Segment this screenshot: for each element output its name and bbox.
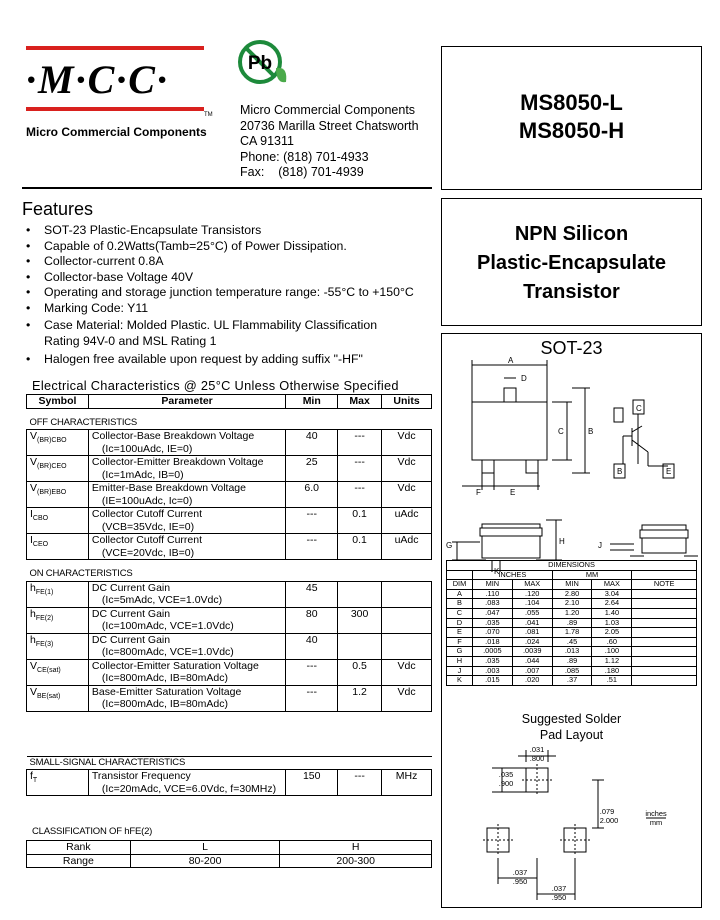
dim-label-b: B (588, 427, 594, 436)
row-min: 40 (286, 633, 338, 659)
row-parameter (88, 456, 285, 482)
unit-mm: mm (649, 818, 663, 827)
address-line: 20736 Marilla Street Chatsworth (240, 118, 419, 133)
dimension-cell (632, 676, 697, 686)
off-rows (27, 430, 432, 560)
fax-line: Fax: (818) 701-4939 (240, 165, 364, 179)
row-max: --- (338, 482, 382, 508)
row-min: 25 (286, 456, 338, 482)
package-title: SOT-23 (540, 338, 603, 358)
dimension-cell: .60 (592, 637, 632, 647)
row-units: MHz (382, 770, 432, 796)
range-l: 80-200 (130, 854, 280, 868)
pad-dim-in: .079 (599, 807, 615, 816)
pad-dim-in: .035 (498, 770, 514, 779)
logo-top-bar (26, 46, 204, 50)
row-units: Vdc (382, 685, 432, 711)
dim-label-g: G (446, 541, 453, 550)
parameter-name: Collector Cutoff Current (91, 534, 203, 546)
row-min: 150 (286, 770, 338, 796)
row-parameter (88, 482, 285, 508)
feature-item: • Marking Code: Y11 (22, 301, 436, 317)
parameter-condition: (Ic=1mAdc, IB=0) (101, 468, 184, 481)
dimension-cell: .0039 (512, 647, 552, 657)
feature-item: • Collector-base Voltage 40V (22, 270, 436, 286)
row-min: --- (286, 659, 338, 685)
table-header (27, 395, 432, 409)
electrical-table (26, 394, 432, 796)
spacer-row (27, 711, 432, 756)
dimension-cell: .085 (552, 666, 592, 676)
pad-dim-in: .031 (529, 745, 545, 754)
row-max: 0.1 (338, 534, 382, 560)
row-symbol: $h_{FE(1)}$ (27, 581, 89, 607)
solder-title-line: Pad Layout (539, 728, 604, 742)
dimension-rows (447, 589, 697, 685)
table-row (27, 430, 432, 456)
pad-dim-mm: .950 (512, 877, 528, 886)
row-parameter (88, 607, 285, 633)
feature-item: • Collector-current 0.8A (22, 254, 436, 270)
dimension-cell: .035 (472, 656, 512, 666)
dimension-cell: .013 (552, 647, 592, 657)
row-symbol: $h_{FE(3)}$ (27, 633, 89, 659)
dimension-cell: 1.78 (552, 628, 592, 638)
dimension-cell: B (447, 599, 473, 609)
feature-item: • Capable of 0.2Watts(Tamb=25°C) of Power Dissipation. (22, 239, 436, 255)
description-box (441, 198, 702, 326)
off-section-title: OFF CHARACTERISTICS (27, 408, 432, 430)
parameter-condition: (Ic=800mAdc, IB=80mAdc) (101, 672, 228, 684)
parameter-condition: (VCE=20Vdc, IB=0) (101, 546, 195, 559)
row-units: Vdc (382, 430, 432, 456)
parameter-condition: (Ic=800mAdc, IB=80mAdc) (101, 698, 228, 710)
part-number-h: MS8050-H (518, 118, 625, 143)
solder-title (442, 711, 701, 743)
classification-table (26, 840, 432, 868)
dimension-cell: 2.80 (552, 589, 592, 599)
dim-label-d: D (521, 374, 527, 383)
row-parameter (88, 659, 285, 685)
row-max: --- (338, 456, 382, 482)
table-row (27, 607, 432, 633)
row-min: 40 (286, 430, 338, 456)
parameter-condition: (Ic=100uAdc, IE=0) (101, 442, 193, 455)
table-row (27, 633, 432, 659)
parameter-name: Transistor Frequency (91, 770, 191, 782)
part-number-box (441, 46, 702, 190)
pin-label-c: C (636, 404, 642, 413)
dimension-cell: 1.40 (592, 608, 632, 618)
on-section-title: ON CHARACTERISTICS (27, 560, 432, 582)
dim-header: MIN (472, 580, 512, 590)
description-line: NPN Silicon (514, 223, 629, 245)
dimension-cell: A (447, 589, 473, 599)
company-tagline: Micro Commercial Components (26, 125, 207, 139)
dimension-cell (632, 656, 697, 666)
pin-label-e: E (666, 467, 672, 476)
dimension-cell: .018 (472, 637, 512, 647)
dimension-cell (632, 647, 697, 657)
header-min: Min (286, 395, 338, 409)
classification-title: CLASSIFICATION OF hFE(2) (32, 826, 153, 837)
row-parameter (88, 633, 285, 659)
solder-title-line: Suggested Solder (521, 712, 622, 726)
dimension-cell: C (447, 608, 473, 618)
dimension-cell (632, 608, 697, 618)
row-units (382, 633, 432, 659)
table-row (27, 456, 432, 482)
unit-inches: inches (645, 809, 667, 818)
row-symbol: $I_{CEO}$ (27, 534, 89, 560)
feature-item: • Operating and storage junction temperature range: -55°C to +150°C (22, 285, 436, 301)
row-min: 80 (286, 607, 338, 633)
company-address (240, 103, 419, 181)
on-rows (27, 581, 432, 711)
dimension-row (447, 647, 697, 657)
dimension-cell: .104 (512, 599, 552, 609)
feature-item: • Case Material: Molded Plastic. UL Flammability Classification Rating 94V-0 and MSL Rating 1 (22, 318, 436, 349)
dimension-row (447, 656, 697, 666)
dim-header: MAX (592, 580, 632, 590)
dimension-cell: K (447, 676, 473, 686)
parameter-condition: (Ic=800mAdc, VCE=1.0Vdc) (101, 646, 234, 658)
row-min: --- (286, 508, 338, 534)
row-min: --- (286, 534, 338, 560)
dimension-cell: 2.05 (592, 628, 632, 638)
header-units: Units (382, 395, 432, 409)
pb-icon-text: Pb (247, 53, 273, 74)
dimension-cell: .89 (552, 656, 592, 666)
table-row (27, 482, 432, 508)
dimension-cell: J (447, 666, 473, 676)
dimension-cell: 1.12 (592, 656, 632, 666)
row-units (382, 607, 432, 633)
features-list (22, 223, 436, 368)
parameter-name: DC Current Gain (91, 633, 171, 646)
dimension-cell: 1.20 (552, 608, 592, 618)
trademark: TM (204, 112, 213, 118)
dimension-cell (632, 628, 697, 638)
phone-line: Phone: (818) 701-4933 (240, 149, 369, 164)
dimension-cell (632, 637, 697, 647)
dimension-cell: .003 (472, 666, 512, 676)
pad-dim-in: .037 (551, 884, 567, 893)
parameter-name: Collector-Base Breakdown Voltage (91, 430, 255, 442)
row-symbol: $V_{BE(sat)}$ (27, 685, 89, 711)
pad-dim-mm: .800 (529, 754, 545, 763)
dimension-cell: F (447, 637, 473, 647)
dimension-cell: E (447, 628, 473, 638)
dimension-cell: 2.10 (552, 599, 592, 609)
row-max: --- (338, 770, 382, 796)
row-max: --- (338, 430, 382, 456)
dim-label-k: K (494, 567, 500, 576)
description-line: Plastic-Encapsulate (477, 252, 666, 274)
parameter-condition: (VCB=35Vdc, IE=0) (101, 520, 195, 533)
row-symbol: $V_{(BR)EBO}$ (27, 482, 89, 508)
row-units: uAdc (382, 508, 432, 534)
dimension-cell: .180 (592, 666, 632, 676)
row-max (338, 633, 382, 659)
address-line: CA 91311 (240, 134, 294, 148)
dimension-cell: .055 (512, 608, 552, 618)
dimension-cell: H (447, 656, 473, 666)
dimension-cell: .100 (592, 647, 632, 657)
dimension-cell: .070 (472, 628, 512, 638)
rank-h: H (280, 841, 432, 855)
dim-header: MAX (512, 580, 552, 590)
features-title: Features (22, 199, 94, 219)
dimension-cell: .015 (472, 676, 512, 686)
dimension-cell: .020 (512, 676, 552, 686)
dimension-cell: .041 (512, 618, 552, 628)
dim-label-j: J (598, 541, 602, 550)
row-units: Vdc (382, 482, 432, 508)
dimension-cell (632, 618, 697, 628)
table-row (27, 508, 432, 534)
solder-pad-drawing (442, 744, 701, 909)
address-line: Micro Commercial Components (240, 103, 416, 117)
dim-label-a: A (508, 356, 514, 365)
pin-label-b: B (617, 467, 623, 476)
feature-item: • SOT-23 Plastic-Encapsulate Transistors (22, 223, 436, 239)
row-symbol: $h_{FE(2)}$ (27, 607, 89, 633)
header-parameter: Parameter (88, 395, 285, 409)
dimension-cell: .035 (472, 618, 512, 628)
dimension-row (447, 676, 697, 686)
dimension-cell (632, 666, 697, 676)
mm-group: MM (552, 570, 632, 580)
dimension-cell: 2.64 (592, 599, 632, 609)
feature-item: • Halogen free available upon request by adding suffix "-HF" (22, 352, 436, 368)
dimension-cell: 3.04 (592, 589, 632, 599)
dimension-cell: D (447, 618, 473, 628)
dim-label-f: F (476, 488, 481, 497)
rank-label: Rank (27, 841, 131, 855)
row-min: 45 (286, 581, 338, 607)
dim-label-e: E (510, 488, 516, 497)
range-h: 200-300 (280, 854, 432, 868)
parameter-name: Collector-Emitter Saturation Voltage (91, 659, 259, 672)
header-rule (22, 187, 432, 189)
dimension-cell: .044 (512, 656, 552, 666)
inches-group: INCHES (472, 570, 552, 580)
dim-header: MIN (552, 580, 592, 590)
row-units: uAdc (382, 534, 432, 560)
pad-dim-in: .037 (512, 868, 528, 877)
package-box (441, 333, 702, 908)
parameter-name: Collector-Emitter Breakdown Voltage (91, 456, 264, 468)
parameter-name: Emitter-Base Breakdown Voltage (91, 482, 246, 494)
ss-rows (27, 770, 432, 796)
row-parameter (88, 534, 285, 560)
lead-free-icon (236, 38, 292, 88)
dimension-cell: .024 (512, 637, 552, 647)
dimension-cell: G (447, 647, 473, 657)
parameter-name: Base-Emitter Saturation Voltage (91, 685, 242, 698)
row-symbol: $V_{CE(sat)}$ (27, 659, 89, 685)
dim-label-c: C (558, 427, 564, 436)
part-number-l: MS8050-L (520, 90, 623, 115)
pad-dim-mm: .950 (551, 893, 567, 902)
dimension-cell: .37 (552, 676, 592, 686)
dimension-cell: .110 (472, 589, 512, 599)
description-line: Transistor (523, 281, 620, 303)
row-max: 1.2 (338, 685, 382, 711)
dimensions-title: DIMENSIONS (447, 561, 697, 571)
row-min: --- (286, 685, 338, 711)
table-row (27, 581, 432, 607)
row-parameter (88, 685, 285, 711)
mcc-logo: ·M·C·C· (26, 57, 169, 102)
row-parameter (88, 581, 285, 607)
pad-dim-mm: 2.000 (599, 816, 619, 825)
table-row (27, 534, 432, 560)
dimension-cell (632, 599, 697, 609)
logo-bottom-bar (26, 107, 204, 111)
table-row (27, 685, 432, 711)
table-row (27, 770, 432, 796)
row-parameter (88, 770, 285, 796)
row-parameter (88, 430, 285, 456)
dimension-cell: .120 (512, 589, 552, 599)
row-max (338, 581, 382, 607)
parameter-condition: (Ic=20mAdc, VCE=6.0Vdc, f=30MHz) (101, 782, 277, 795)
row-units: Vdc (382, 456, 432, 482)
dimension-cell: .89 (552, 618, 592, 628)
dimension-cell (632, 589, 697, 599)
row-symbol: $I_{CBO}$ (27, 508, 89, 534)
row-max: 0.1 (338, 508, 382, 534)
row-min: 6.0 (286, 482, 338, 508)
table-row (27, 659, 432, 685)
parameter-name: Collector Cutoff Current (91, 508, 203, 520)
dimension-cell: .51 (592, 676, 632, 686)
range-label: Range (27, 854, 131, 868)
dimension-cell: .081 (512, 628, 552, 638)
dimension-cell: .083 (472, 599, 512, 609)
dimension-row (447, 608, 697, 618)
dimensions-header (447, 580, 697, 590)
row-max: 300 (338, 607, 382, 633)
row-units: Vdc (382, 659, 432, 685)
parameter-name: DC Current Gain (91, 581, 171, 594)
dim-header: NOTE (632, 580, 697, 590)
electrical-title: Electrical Characteristics @ 25°C Unless Otherwise Specified (32, 378, 399, 393)
ss-section-title: SMALL-SIGNAL CHARACTERISTICS (27, 756, 432, 770)
parameter-condition: (Ic=100mAdc, VCE=1.0Vdc) (101, 620, 234, 632)
rank-l: L (130, 841, 280, 855)
row-symbol: $V_{(BR)CEO}$ (27, 456, 89, 482)
row-symbol: $f_T$ (27, 770, 89, 796)
dimension-cell: 1.03 (592, 618, 632, 628)
row-symbol: $V_{(BR)CBO}$ (27, 430, 89, 456)
parameter-condition: (Ic=5mAdc, VCE=1.0Vdc) (101, 594, 223, 606)
pad-dim-mm: .900 (498, 779, 514, 788)
row-parameter (88, 508, 285, 534)
parameter-condition: (IE=100uAdc, Ic=0) (101, 494, 193, 507)
dim-header: DIM (447, 580, 473, 590)
dimension-row (447, 628, 697, 638)
dimension-cell: .007 (512, 666, 552, 676)
parameter-name: DC Current Gain (91, 607, 171, 620)
dimension-cell: .45 (552, 637, 592, 647)
dimension-cell: .047 (472, 608, 512, 618)
header-symbol: Symbol (27, 395, 89, 409)
header-max: Max (338, 395, 382, 409)
dim-label-h: H (559, 537, 565, 546)
dimensions-table (446, 560, 697, 686)
dimension-cell: .0005 (472, 647, 512, 657)
row-units (382, 581, 432, 607)
row-max: 0.5 (338, 659, 382, 685)
